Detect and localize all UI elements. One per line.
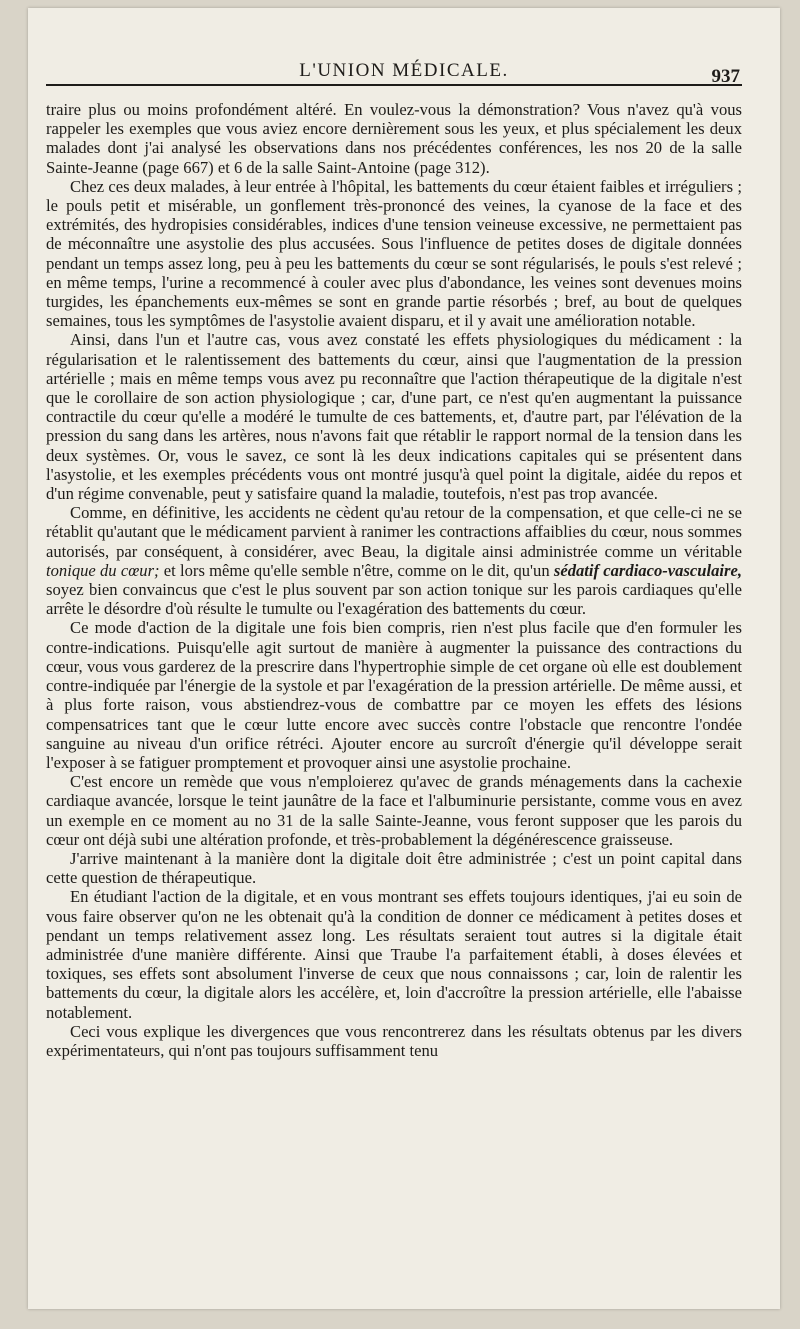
paragraph-text: soyez bien convaincus que c'est le plus souvent par son action tonique sur les parois cardiaques qu'elle arrête le désordre d'où résulte le tumulte ou l'exagération des battements du cœur.	[46, 580, 742, 619]
header-rule	[46, 84, 742, 86]
paragraph: C'est encore un remède que vous n'emploierez qu'avec de grands ménagements dans la cachexie cardiaque avancée, lorsque le teint jaunâtre de la face et l'albuminurie persistante, comme vous en avez un exemple en ce moment au no 31 de la salle Sainte-Jeanne, vous feront supposer que les parois du cœur ont déjà subi une altération profonde, et très-probablement la dégénérescence graisseuse.	[46, 772, 742, 849]
paragraph	[46, 503, 742, 618]
paragraph: Ceci vous explique les divergences que vous rencontrerez dans les résultats obtenus par les divers expérimentateurs, qui n'ont pas toujours suffisamment tenu	[46, 1021, 742, 1060]
body-text	[46, 100, 742, 1060]
italic-phrase: tonique du cœur;	[46, 560, 160, 580]
running-title: L'UNION MÉDICALE.	[299, 60, 509, 81]
paragraph: Chez ces deux malades, à leur entrée à l'hôpital, les battements du cœur étaient faibles et irréguliers ; le pouls petit et misérable, un gonflement très-prononcé des veines, la cyanose de la face et des extrémités, des hydropisies considérables, indices d'une tension veineuse excessive, ne permettaient pas de méconnaître une asystolie des plus accusées. Sous l'influence de petites doses de digitale données pendant un temps assez long, peu à peu les battements du cœur se sont régularisés, le pouls s'est relevé ; en même temps, l'urine a recommencé à couler avec plus d'abondance, les veines sont devenues moins turgides, les épanchements eux-mêmes se sont en grande partie résorbés ; bref, au bout de quelques semaines, tous les symptômes de l'asystolie avaient disparu, et il y avait une amélioration notable.	[46, 176, 742, 331]
paragraph: J'arrive maintenant à la manière dont la digitale doit être administrée ; c'est un point capital dans cette question de thérapeutique.	[46, 848, 742, 888]
paragraph-text: et lors même qu'elle semble n'être, comme on le dit, qu'un	[159, 560, 554, 580]
paragraph: Ce mode d'action de la digitale une fois bien compris, rien n'est plus facile que d'en formuler les contre-indications. Puisqu'elle agit surtout de manière à augmenter la puissance des contractions du cœur, vous vous garderez de la prescrire dans l'hypertrophie simple de cet organe où elle est doublement contre-indiquée par l'énergie de la systole et par l'exagération de la pression artérielle. De même aussi, et à plus forte raison, vous abstiendrez-vous de combattre par ce moyen les effets des lésions compensatrices tant que le cœur lutte encore avec succès contre l'obstacle que rencontre l'ondée sanguine au niveau d'un orifice rétréci. Ajouter encore au surcroît d'énergie qu'il développe serait l'exposer à se fatiguer promptement et provoquer ainsi une asystolie prochaine.	[46, 618, 742, 772]
paragraph-text: Comme, en définitive, les accidents ne cèdent qu'au retour de la compensation, et que celle-ci ne se rétablit qu'autant que le médicament parvient à ranimer les contractions affaiblies du cœur, nous sommes autorisés, par conséquent, à considérer, avec Beau, la digitale ainsi administrée comme un véritable	[46, 503, 742, 561]
bold-italic-phrase: sédatif cardiaco-vasculaire,	[553, 560, 742, 580]
page-header	[28, 54, 780, 88]
paragraph: Ainsi, dans l'un et l'autre cas, vous avez constaté les effets physiologiques du médicament : la régularisation et le ralentissement des battements du cœur, ainsi que l'augmentation de la pression artérielle ; mais en même temps vous avez pu reconnaître que l'action thérapeutique de la digitale n'est que le corollaire de son action physiologique ; car, d'une part, ce n'est qu'en augmentant la puissance contractile du cœur qu'elle a modéré le tumulte de ces battements, et, d'autre part, par l'élévation de la pression du sang dans les artères, nous n'avons fait que rétablir le rapport normal de la tension dans les deux systèmes. Or, vous le savez, ce sont là les deux indications capitales qui se présentent dans l'asystolie, et les exemples précédents vous ont montré jusqu'à quel point la digitale, aidée du repos et d'un régime convenable, peut y satisfaire quand la maladie, toutefois, n'est pas trop avancée.	[46, 330, 742, 504]
paragraph: En étudiant l'action de la digitale, et en vous montrant ses effets toujours identiques, j'ai eu soin de vous faire observer qu'on ne les obtenait qu'à la condition de donner ce médicament à petites doses et pendant un temps relativement assez long. Les résultats seraient tout autres si la digitale était administrée d'une manière différente. Ainsi que Traube l'a parfaitement établi, à doses élevées et toxiques, ses effets sont absolument l'inverse de ceux que nous connaissons ; car, loin de ralentir les battements du cœur, la digitale alors les accélère, et, loin d'accroître la pression artérielle, elle l'abaisse notablement.	[46, 887, 742, 1022]
page-number: 937	[711, 66, 740, 87]
book-page	[28, 8, 780, 1309]
paragraph: traire plus ou moins profondément altéré. En voulez-vous la démonstration? Vous n'avez qu'à vous rappeler les exemples que vous aviez encore dernièrement sous les yeux, et plus spécialement les deux malades dont j'ai analysé les observations dans nos précédentes conférences, les nos 20 de la salle Sainte-Jeanne (page 667) et 6 de la salle Saint-Antoine (page 312).	[46, 100, 742, 177]
